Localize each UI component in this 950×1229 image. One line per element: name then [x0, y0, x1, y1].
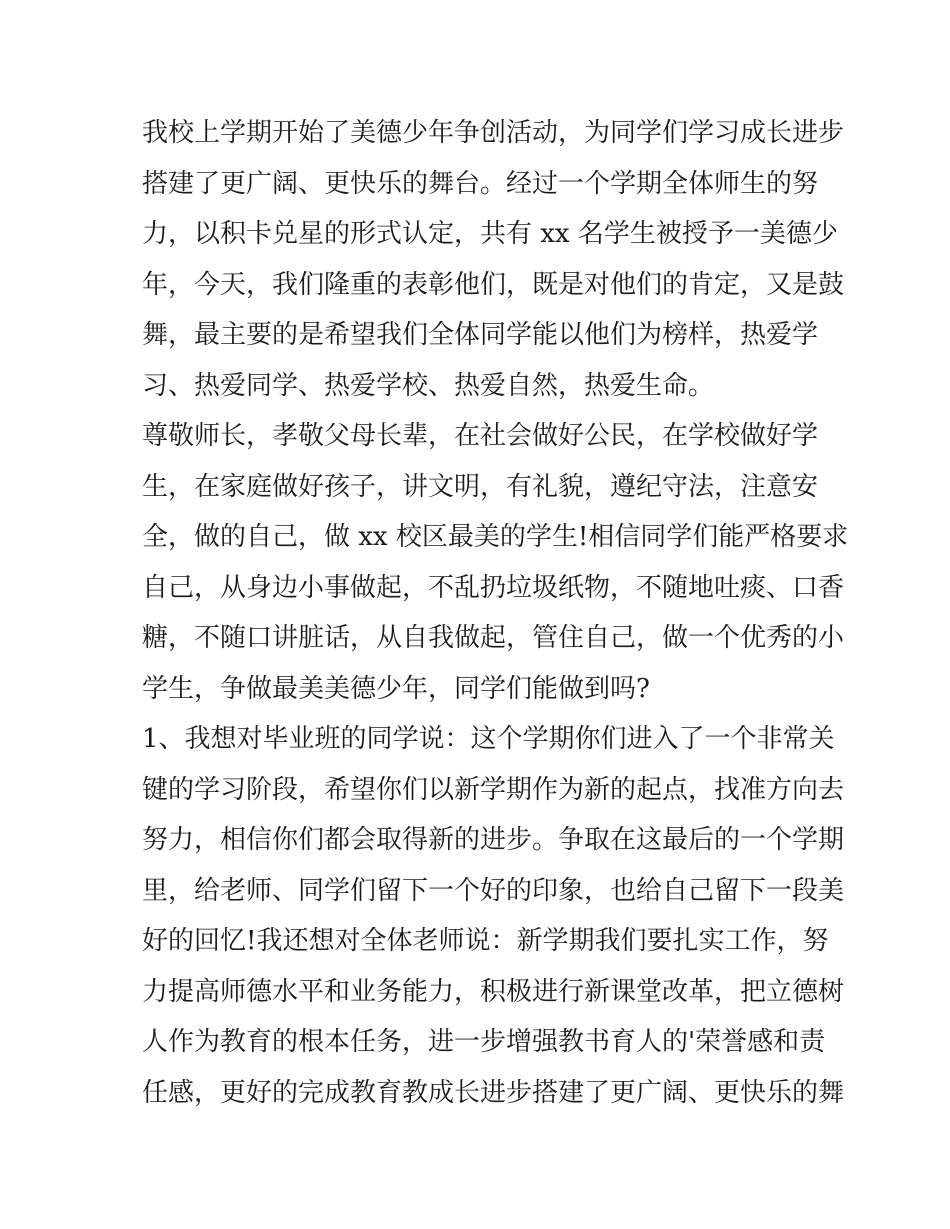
text-line-7: 尊敬师长，孝敬父母长辈，在社会做好公民，在学校做好学	[142, 421, 819, 451]
text-line-8: 生，在家庭做好孩子，讲文明，有礼貌，遵纪守法，注意安	[142, 471, 819, 502]
text-line-18: 力提高师德水平和业务能力，积极进行新课堂改革，把立德树	[142, 976, 845, 1007]
text-line-12: 学生，争做最美美德少年，同学们能做到吗?	[142, 673, 650, 704]
text-line-5: 舞，最主要的是希望我们全体同学能以他们为榜样，热爱学	[142, 320, 819, 350]
text-line-11: 糖，不随口讲脏话，从自我做起，管住自己，做一个优秀的小	[142, 623, 845, 653]
text-line-14: 键的学习阶段，希望你们以新学期作为新的起点，找准方向去	[142, 774, 845, 805]
text-line-6: 习、热爱同学、热爱学校、热爱自然，热爱生命。	[142, 370, 715, 401]
text-line-19: 人作为教育的根本任务，进一步增强教书育人的'荣誉感和责	[142, 1027, 826, 1057]
text-line-17: 好的回忆!我还想对全体老师说：新学期我们要扎实工作，努	[142, 926, 829, 956]
text-line-10: 自己，从身边小事做起，不乱扔垃圾纸物，不随地吐痰、口香	[142, 572, 845, 603]
text-line-1: 我校上学期开始了美德少年争创活动，为同学们学习成长进步	[142, 118, 845, 148]
text-line-9: 全，做的自己，做 xx 校区最美的学生!相信同学们能严格要求	[142, 522, 849, 552]
text-line-13: 1、我想对毕业班的同学说：这个学期你们进入了一个非常关	[142, 724, 835, 754]
text-line-4: 年，今天，我们隆重的表彰他们，既是对他们的肯定，又是鼓	[142, 269, 845, 300]
body-text	[142, 108, 849, 1118]
text-line-20: 任感，更好的完成教育教成长进步搭建了更广阔、更快乐的舞	[142, 1077, 845, 1108]
text-line-16: 里，给老师、同学们留下一个好的印象，也给自己留下一段美	[142, 875, 845, 906]
text-line-3: 力，以积卡兑星的形式认定，共有 xx 名学生被授予一美德少	[142, 219, 838, 249]
text-line-2: 搭建了更广阔、更快乐的舞台。经过一个学期全体师生的努	[142, 168, 819, 199]
text-line-15: 努力，相信你们都会取得新的进步。争取在这最后的一个学期	[142, 825, 845, 855]
